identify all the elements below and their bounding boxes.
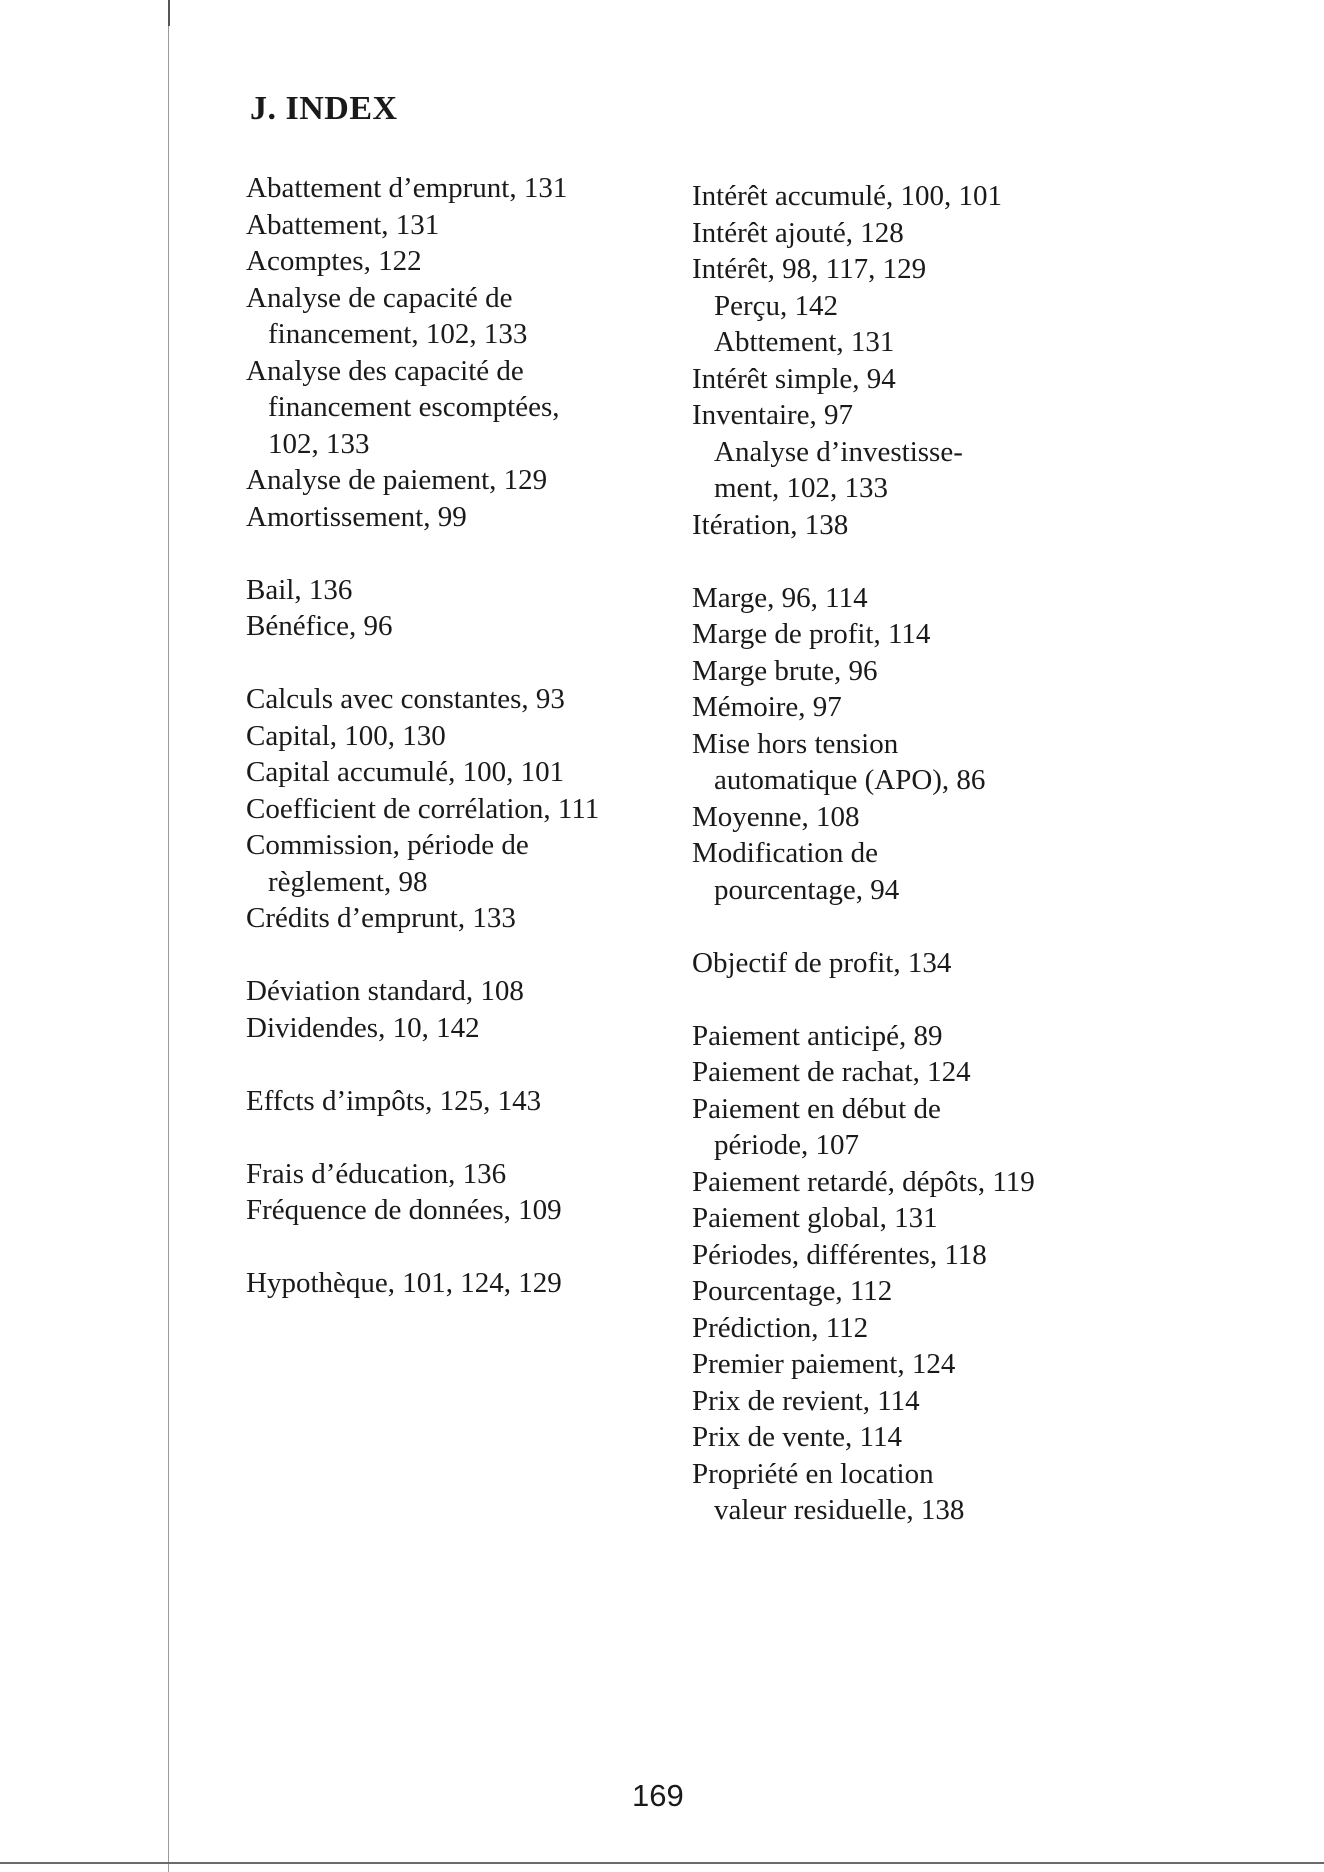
index-entry: Déviation standard, 108 xyxy=(246,975,524,1007)
index-entry: Commission, période de xyxy=(246,829,529,861)
index-entry-continuation: règlement, 98 xyxy=(268,865,428,898)
index-entry: Itération, 138 xyxy=(692,508,849,541)
index-entry: Capital accumulé, 100, 101 xyxy=(246,756,565,788)
index-entry: Crédits d’emprunt, 133 xyxy=(246,902,516,934)
index-entry: Propriété en location xyxy=(692,1457,934,1490)
section-gap xyxy=(246,1119,676,1156)
page-number: 169 xyxy=(632,1778,684,1813)
index-subentry: Analyse d’investisse- xyxy=(714,435,963,468)
index-entry: Paiement global, 131 xyxy=(692,1202,938,1234)
index-entry: Premier paiement, 124 xyxy=(692,1348,956,1380)
index-subentry: ment, 102, 133 xyxy=(714,472,888,504)
index-entry: Capital, 100, 130 xyxy=(246,719,446,752)
index-entry: Mise hors tension xyxy=(692,727,899,760)
index-entry: Objectif de profit, 134 xyxy=(692,946,952,979)
top-margin-tick xyxy=(168,0,170,26)
index-entry: Paiement retardé, dépôts, 119 xyxy=(692,1165,1035,1198)
index-entry: Dividendes, 10, 142 xyxy=(246,1011,480,1044)
index-entry-continuation: 102, 133 xyxy=(268,427,370,460)
index-entry: Inventaire, 97 xyxy=(692,399,854,431)
index-entry: Intérêt simple, 94 xyxy=(692,362,896,395)
index-entry: Calculs avec constantes, 93 xyxy=(246,683,565,715)
index-entry: Bénéfice, 96 xyxy=(246,610,393,642)
index-entry: Analyse de capacité de xyxy=(246,281,513,314)
index-entry: Pourcentage, 112 xyxy=(692,1275,893,1307)
index-entry: Hypothèque, 101, 124, 129 xyxy=(246,1267,562,1299)
index-entry: Abattement, 131 xyxy=(246,208,440,241)
section-gap xyxy=(692,908,1122,945)
index-heading: J. INDEX xyxy=(250,90,398,127)
bottom-edge-rule xyxy=(0,1862,1324,1864)
binding-margin-line xyxy=(168,0,169,1872)
section-gap xyxy=(246,1046,676,1083)
index-subentry: Abttement, 131 xyxy=(714,326,895,358)
index-entry: Marge brute, 96 xyxy=(692,654,878,687)
index-column-left xyxy=(246,170,676,1302)
index-entry: Intérêt accumulé, 100, 101 xyxy=(692,180,1003,212)
section-gap xyxy=(246,535,676,572)
index-entry: Intérêt ajouté, 128 xyxy=(692,216,904,249)
index-entry: Analyse des capacité de xyxy=(246,354,524,387)
index-entry: Bail, 136 xyxy=(246,573,353,606)
index-entry: Intérêt, 98, 117, 129 xyxy=(692,253,927,285)
index-entry: Moyenne, 108 xyxy=(692,800,860,833)
index-column-right xyxy=(692,178,1122,1529)
index-entry: Analyse de paiement, 129 xyxy=(246,464,548,496)
index-entry-continuation: financement, 102, 133 xyxy=(268,318,528,350)
index-entry-continuation: automatique (APO), 86 xyxy=(714,764,986,796)
index-entry: Paiement en début de xyxy=(692,1092,941,1125)
section-gap xyxy=(692,543,1122,580)
index-entry: Prix de vente, 114 xyxy=(692,1421,902,1453)
index-entry: Fréquence de données, 109 xyxy=(246,1194,562,1226)
index-subentry: Perçu, 142 xyxy=(714,289,839,322)
index-entry: Prédiction, 112 xyxy=(692,1311,869,1344)
index-entry-continuation: pourcentage, 94 xyxy=(714,873,900,906)
index-entry: Paiement anticipé, 89 xyxy=(692,1019,943,1052)
section-gap xyxy=(246,1229,676,1266)
index-entry-continuation: financement escomptées, xyxy=(268,391,560,423)
section-gap xyxy=(246,937,676,974)
index-entry: Coefficient de corrélation, 111 xyxy=(246,792,600,825)
section-gap xyxy=(692,981,1122,1018)
index-entry-continuation: valeur residuelle, 138 xyxy=(714,1494,965,1526)
index-entry: Frais d’éducation, 136 xyxy=(246,1157,507,1190)
index-entry: Abattement d’emprunt, 131 xyxy=(246,172,568,204)
index-entry: Amortissement, 99 xyxy=(246,500,467,533)
section-gap xyxy=(246,645,676,682)
index-entry: Effcts d’impôts, 125, 143 xyxy=(246,1084,542,1117)
index-entry: Paiement de rachat, 124 xyxy=(692,1056,971,1088)
index-entry-continuation: période, 107 xyxy=(714,1129,859,1161)
index-entry: Périodes, différentes, 118 xyxy=(692,1238,987,1271)
index-entry: Mémoire, 97 xyxy=(692,691,842,723)
index-entry: Prix de revient, 114 xyxy=(692,1384,920,1417)
index-entry: Marge, 96, 114 xyxy=(692,581,868,614)
index-entry: Acomptes, 122 xyxy=(246,245,422,277)
index-entry: Marge de profit, 114 xyxy=(692,618,931,650)
index-entry: Modification de xyxy=(692,837,879,869)
